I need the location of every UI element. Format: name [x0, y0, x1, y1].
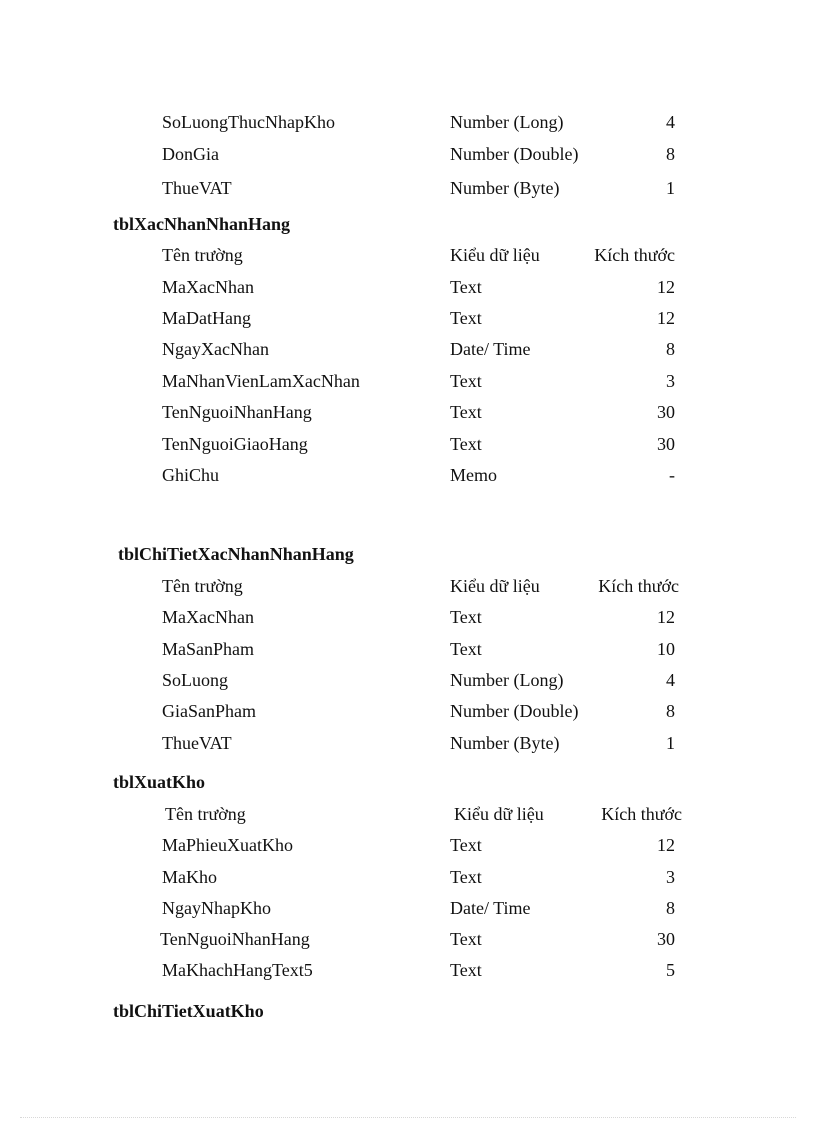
field-name: MaPhieuXuatKho [162, 835, 293, 855]
field-type: Memo [450, 465, 497, 485]
table-row [0, 896, 816, 920]
table-row [0, 699, 816, 723]
field-name: SoLuongThucNhapKho [162, 112, 335, 132]
field-type: Text [450, 960, 482, 980]
table-row [0, 369, 816, 393]
table-row [0, 306, 816, 330]
table-row [0, 176, 816, 200]
field-size: 30 [657, 402, 675, 422]
table-row [0, 337, 816, 361]
table-title: tblXacNhanNhanHang [113, 214, 291, 234]
field-type: Text [450, 835, 482, 855]
table-row [0, 400, 816, 424]
field-name: TenNguoiGiaoHang [162, 434, 308, 454]
field-name: MaXacNhan [162, 607, 254, 627]
header-size: Kích thước [594, 245, 675, 265]
table-row [0, 110, 816, 134]
field-name: GhiChu [162, 465, 220, 485]
field-type: Text [450, 434, 482, 454]
field-size: 3 [666, 371, 675, 391]
table-title: tblChiTietXacNhanNhanHang [118, 544, 354, 564]
field-size: 5 [666, 960, 675, 980]
field-size: 30 [657, 434, 675, 454]
table-header-row [0, 574, 816, 598]
header-data-type: Kiểu dữ liệu [450, 576, 540, 596]
field-name: NgayXacNhan [162, 339, 269, 359]
field-type: Text [450, 607, 482, 627]
field-type: Number (Double) [450, 144, 579, 164]
table-row [0, 927, 816, 951]
table-row [0, 605, 816, 629]
header-size: Kích thước [601, 804, 682, 824]
table-row [0, 637, 816, 661]
field-size: 12 [657, 277, 675, 297]
field-size: 12 [657, 835, 675, 855]
field-size: 8 [666, 144, 675, 164]
field-type: Text [450, 371, 482, 391]
field-type: Text [450, 929, 482, 949]
field-name: ThueVAT [162, 178, 232, 198]
field-type: Date/ Time [450, 898, 531, 918]
field-size: 8 [666, 701, 675, 721]
field-size: 12 [657, 308, 675, 328]
header-field-name: Tên trường [165, 804, 246, 824]
field-type: Text [450, 277, 482, 297]
field-name: MaXacNhan [162, 277, 254, 297]
field-name: SoLuong [162, 670, 229, 690]
field-type: Text [450, 402, 482, 422]
field-name: TenNguoiNhanHang [162, 402, 312, 422]
table-row [0, 463, 816, 487]
field-type: Number (Double) [450, 701, 579, 721]
field-size: 8 [666, 339, 675, 359]
table-row [0, 142, 816, 166]
field-size: 8 [666, 898, 675, 918]
field-type: Text [450, 308, 482, 328]
field-type: Text [450, 639, 482, 659]
table-row [0, 668, 816, 692]
field-size: 3 [666, 867, 675, 887]
field-size: 4 [666, 670, 675, 690]
field-name: DonGia [162, 144, 219, 164]
header-data-type: Kiểu dữ liệu [450, 245, 540, 265]
field-name: MaKho [162, 867, 217, 887]
field-name: TenNguoiNhanHang [160, 929, 310, 949]
field-type: Text [450, 867, 482, 887]
field-name: MaNhanVienLamXacNhan [162, 371, 360, 391]
field-size: 1 [666, 178, 675, 198]
field-name: MaKhachHangText5 [162, 960, 313, 980]
table-header-row [0, 243, 816, 267]
table-row [0, 958, 816, 982]
field-type: Number (Byte) [450, 178, 560, 198]
table-row [0, 865, 816, 889]
field-name: ThueVAT [162, 733, 232, 753]
field-name: MaSanPham [162, 639, 254, 659]
field-size: 4 [666, 112, 675, 132]
field-type: Number (Long) [450, 670, 564, 690]
table-header-row [0, 802, 816, 826]
table-row [0, 275, 816, 299]
field-size: 1 [666, 733, 675, 753]
page-bottom-divider [20, 1117, 796, 1118]
header-data-type: Kiểu dữ liệu [454, 804, 544, 824]
field-type: Number (Byte) [450, 733, 560, 753]
field-type: Date/ Time [450, 339, 531, 359]
header-field-name: Tên trường [162, 576, 243, 596]
table-row [0, 833, 816, 857]
field-name: NgayNhapKho [162, 898, 271, 918]
field-size: - [669, 465, 675, 485]
field-name: GiaSanPham [162, 701, 256, 721]
table-row [0, 731, 816, 755]
field-size: 10 [657, 639, 675, 659]
table-title: tblChiTietXuatKho [113, 1001, 264, 1021]
table-row [0, 432, 816, 456]
header-size: Kích thước [598, 576, 679, 596]
field-name: MaDatHang [162, 308, 251, 328]
field-size: 12 [657, 607, 675, 627]
table-title: tblXuatKho [113, 772, 206, 792]
field-size: 30 [657, 929, 675, 949]
field-type: Number (Long) [450, 112, 564, 132]
header-field-name: Tên trường [162, 245, 243, 265]
